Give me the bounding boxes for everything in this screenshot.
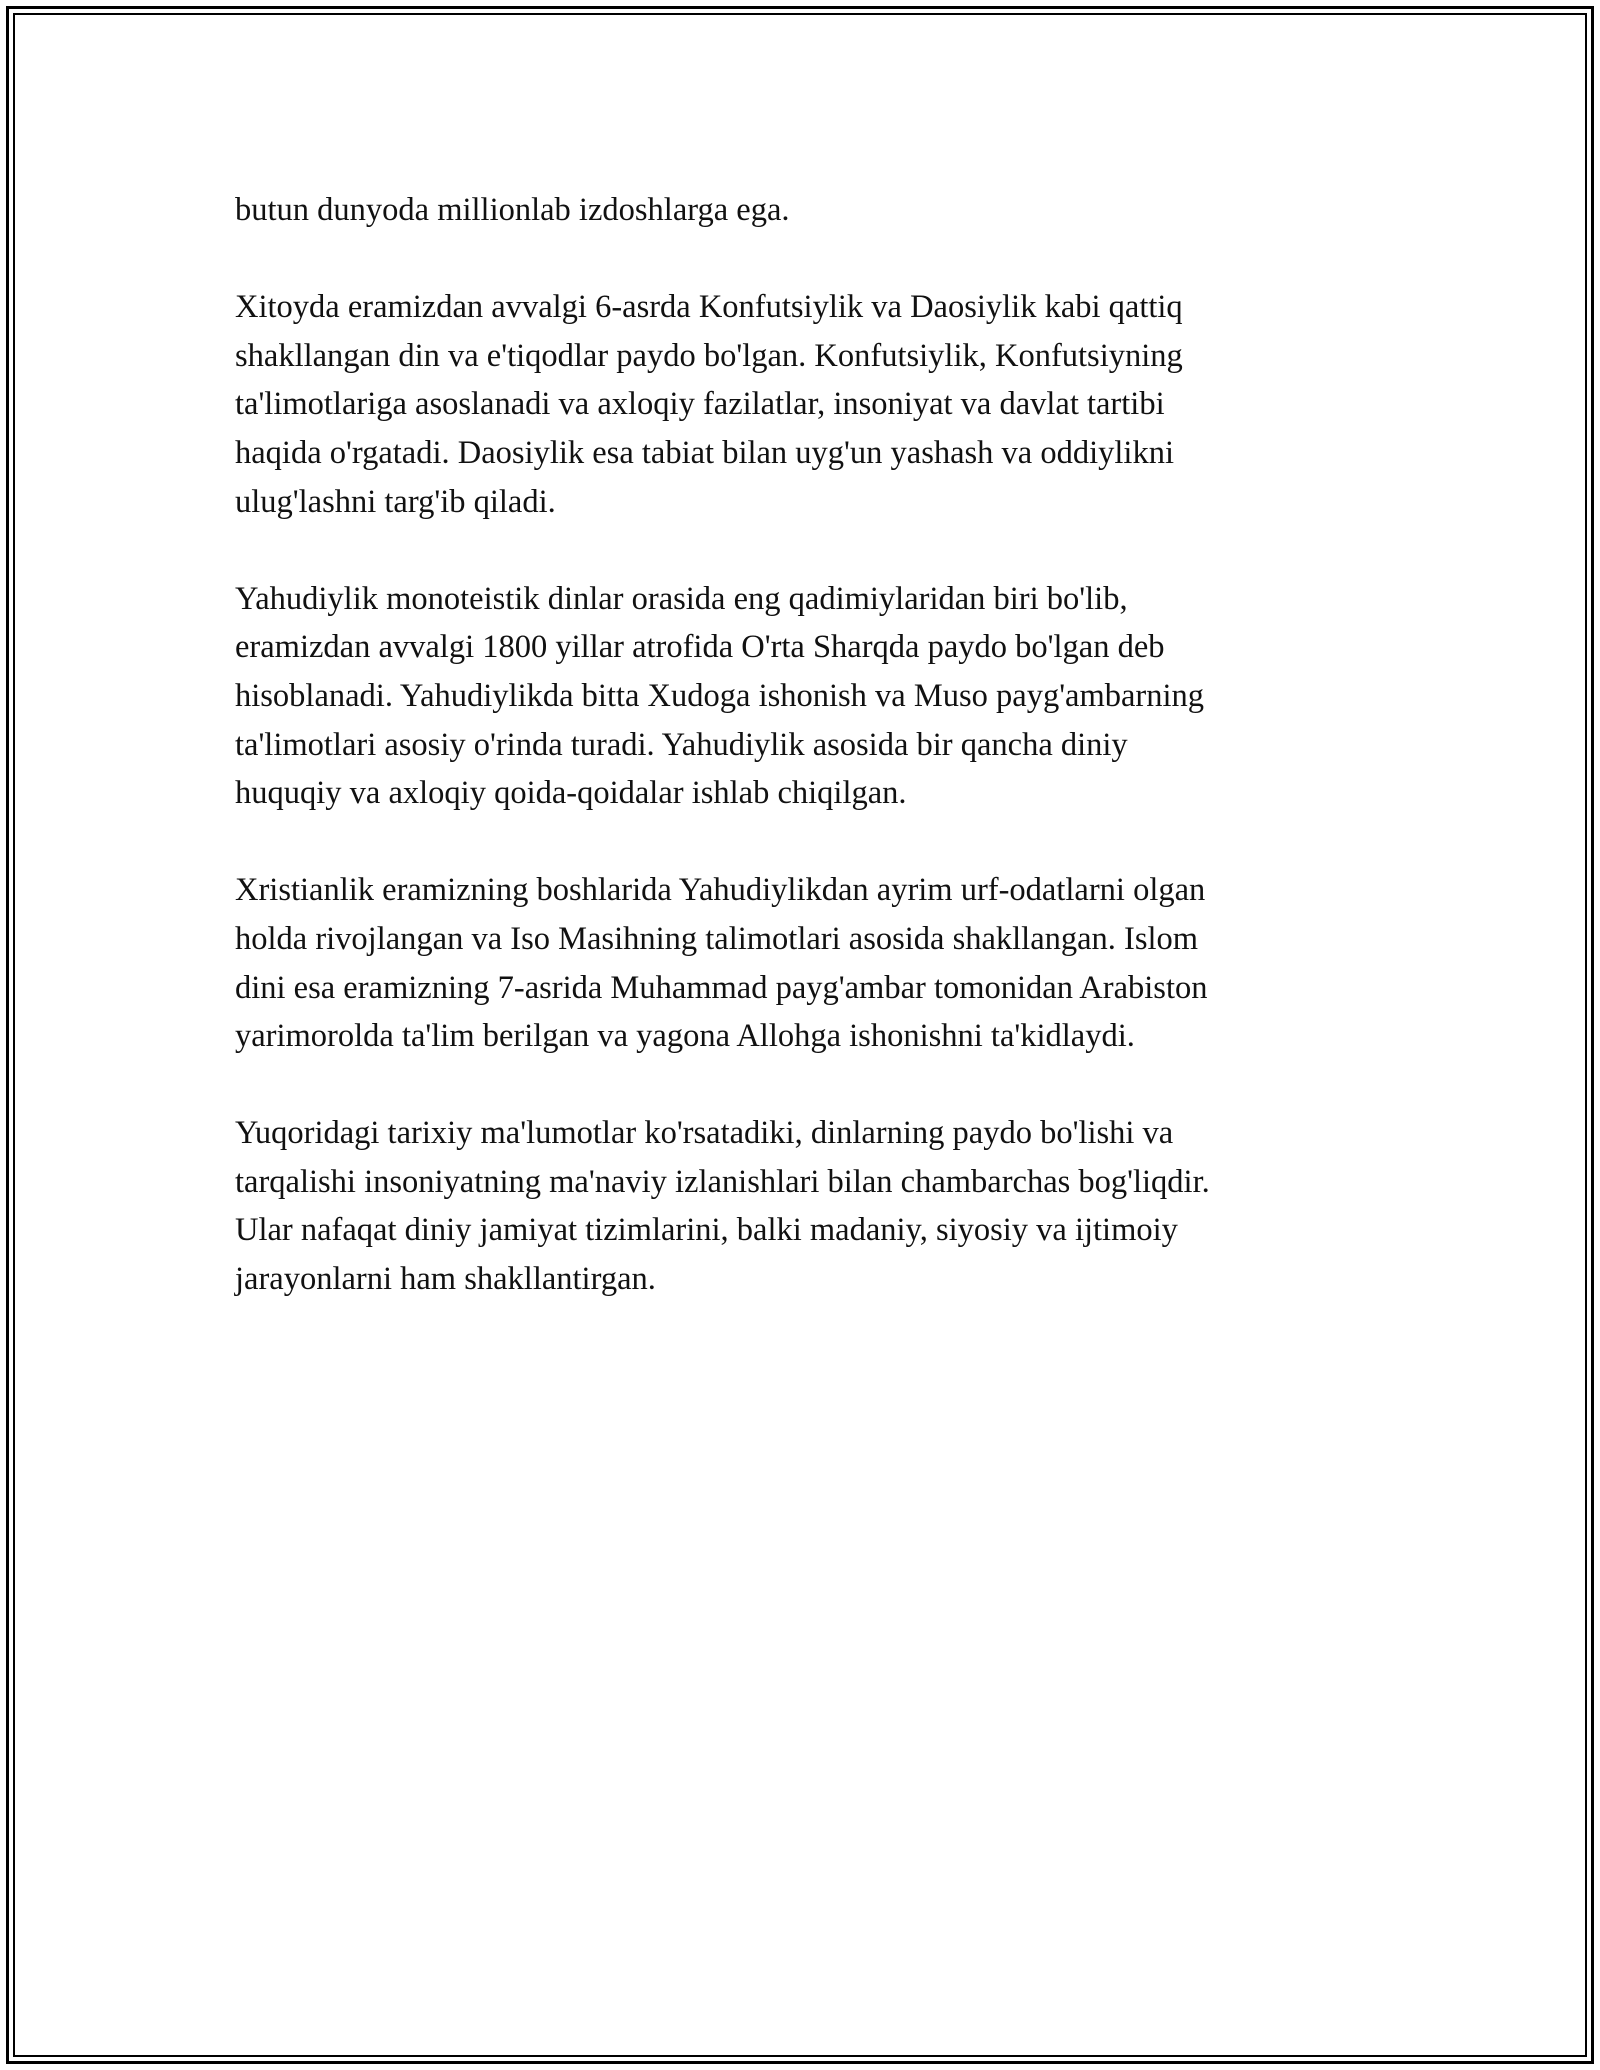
paragraph-christianity-islam: Xristianlik eramizning boshlarida Yahudiylikdan ayrim urf-odatlarni olgan holda rivojlangan va Iso Masihning talimotlari asosida shakllangan. Islom dini esa eramizning 7-asrida Muhammad payg'ambar tomonidan Arabiston yarimorolda ta'lim berilgan va yagona Allohga ishonishni ta'kidlaydi.	[235, 872, 1208, 1055]
paragraph-china-religions: Xitoyda eramizdan avvalgi 6-asrda Konfutsiylik va Daosiylik kabi qattiq shakllangan din va e'tiqodlar paydo bo'lgan. Konfutsiylik, Konfutsiyning ta'limotlariga asoslanadi va axloqiy fazilatlar, insoniyat va davlat tartibi haqida o'rgatadi. Daosiylik esa tabiat bilan uyg'un yashash va oddiylikni ulug'lashni targ'ib qiladi.	[235, 289, 1183, 520]
document-body	[235, 186, 1365, 1352]
paragraph-conclusion: Yuqoridagi tarixiy ma'lumotlar ko'rsatadiki, dinlarning paydo bo'lishi va tarqalishi insoniyatning ma'naviy izlanishlari bilan chambarchas bog'liqdir. Ular nafaqat diniy jamiyat tizimlarini, balki madaniy, siyosiy va ijtimoiy jarayonlarni ham shakllantirgan.	[235, 1115, 1210, 1298]
paragraph-continuation: butun dunyoda millionlab izdoshlarga ega.	[235, 192, 790, 228]
paragraph-judaism: Yahudiylik monoteistik dinlar orasida eng qadimiylaridan biri bo'lib, eramizdan avvalgi 1800 yillar atrofida O'rta Sharqda paydo bo'lgan deb hisoblanadi. Yahudiylikda bitta Xudoga ishonish va Muso payg'ambarning ta'limotlari asosiy o'rinda turadi. Yahudiylik asosida bir qancha diniy huquqiy va axloqiy qoida-qoidalar ishlab chiqilgan.	[235, 580, 1205, 812]
